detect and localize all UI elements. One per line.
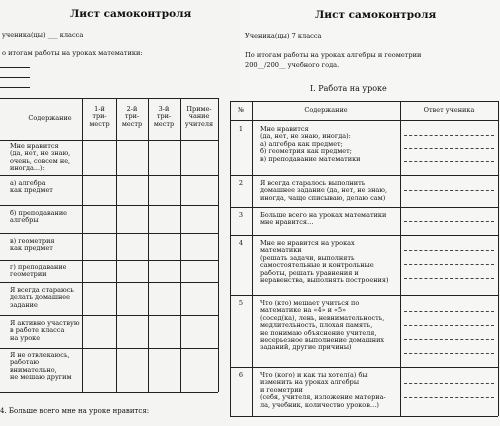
header-number: № bbox=[237, 106, 245, 114]
table-row: Мне нравится (да, нет, не знаю, иногда): а) алгебра как предмет; б) геометрия как предмет; в) преподавание математики bbox=[260, 125, 361, 163]
right-page bbox=[237, 0, 500, 426]
right-intro-line-1: По итогам работы на уроках алгебры и геометрии bbox=[245, 51, 422, 59]
row-number: 6 bbox=[238, 371, 244, 379]
left-intro: о итогам работы на уроках математики: bbox=[2, 49, 143, 57]
right-intro-line-2: 200__/200__ учебного года. bbox=[245, 61, 340, 69]
right-student-line: Ученика(цы) 7 класса bbox=[245, 32, 322, 40]
table-row: Больше всего на уроках математики мне нравится… bbox=[260, 211, 387, 227]
header-teacher-note: Приме- чание учителя bbox=[184, 105, 214, 128]
header-trimester-2: 2-й три- местр bbox=[121, 105, 143, 128]
table-row: в) геометрия как предмет bbox=[10, 237, 55, 253]
row-number: 4 bbox=[238, 239, 244, 247]
left-footer-question: 4. Больше всего мне на уроке нравится: bbox=[0, 407, 150, 415]
table-row: Я всегда старалось выполнить домашнее задание (да, нет, не знаю, иногда, чаще списываю, делаю сам) bbox=[260, 179, 388, 202]
table-row: Что (кого) и как ты хотел(а) бы изменить на уроках алгебры и геометрии (себя, учителя, изложение материа- ла, учебник, количество уроков…) bbox=[260, 371, 386, 409]
table-row: Я активно участвую в работе класса на уроке bbox=[10, 319, 80, 342]
table-row: Мне нравится (да, нет, не знаю, очень, совсем не, иногда...): bbox=[10, 142, 71, 173]
table-row: б) преподавание алгебры bbox=[10, 209, 68, 225]
right-title: Лист самоконтроля bbox=[315, 9, 437, 21]
blank-line bbox=[0, 67, 30, 68]
table-row: Мне не нравится на уроках математики (решать задачи, выполнять самостоятельные и контрольные работы, решать уравнения и неравенства, выполнять построения) bbox=[260, 239, 389, 285]
left-student-line: ученика(цы) ___ класса bbox=[2, 31, 84, 39]
header-trimester-1: 1-й три- местр bbox=[89, 105, 110, 128]
table-row: Что (кто) мешает учиться по математике на «4» и «5» (сосед(ка), лень, невнимательность, медлительность, плохая память, не понимаю объяснение учителя, несерьезное выполнение домашних заданий, другие причины) bbox=[260, 299, 385, 352]
header-content: Содержание bbox=[304, 106, 348, 114]
header-trimester-3: 3-й три- местр bbox=[153, 105, 175, 128]
table-row: г) преподавание геометрии bbox=[10, 263, 67, 279]
row-number: 1 bbox=[238, 125, 244, 133]
table-row: Я не отвлекаюсь, работаю внимательно, не мешаю другим bbox=[10, 351, 72, 382]
row-number: 2 bbox=[238, 179, 244, 187]
section-title: I. Работа на уроке bbox=[310, 84, 387, 93]
table-row: а) алгебра как предмет bbox=[10, 179, 53, 195]
row-number: 3 bbox=[238, 211, 244, 219]
left-title: Лист самоконтроля bbox=[70, 8, 192, 20]
blank-line bbox=[0, 87, 30, 88]
header-content: Содержание bbox=[28, 114, 72, 122]
blank-line bbox=[0, 77, 30, 78]
left-page bbox=[0, 0, 240, 426]
header-student-answer: Ответ ученика bbox=[423, 106, 475, 114]
table-row: Я всегда стараюсь делать домашнее задание bbox=[10, 286, 74, 309]
row-number: 5 bbox=[238, 299, 244, 307]
